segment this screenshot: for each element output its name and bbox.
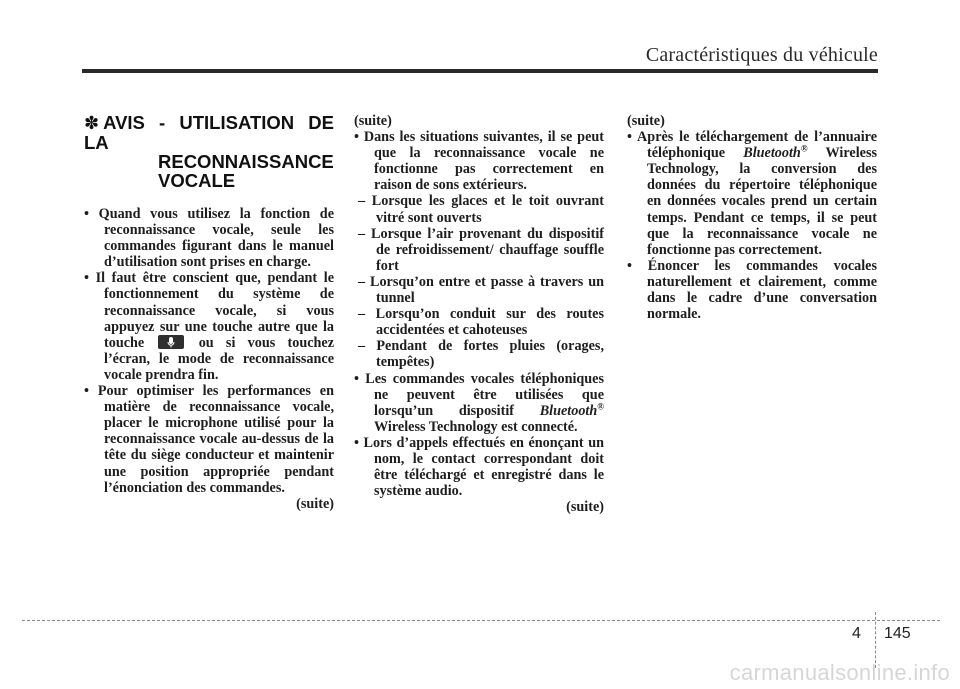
notice-title-line1: AVIS - UTILISATION DE LA	[84, 112, 334, 153]
notice-title	[84, 113, 334, 190]
chapter-number: 4	[852, 625, 861, 642]
col2-bullet-2	[354, 371, 604, 435]
col2-bullet-3: • Lors d’appels effectués en énonçant un nom, le contact correspondant doit être téléchargé et enregistré dans le système audio.	[354, 434, 604, 500]
bluetooth-label: Bluetooth	[743, 145, 801, 162]
col1-bullet-2-part-a: • Il faut être conscient que, pendant le fonctionnement du système de reconnaissance vocale, si vous appuyez sur une touche autre que la touche	[84, 270, 334, 351]
voice-recognition-icon	[158, 335, 184, 349]
chapter-title: Caractéristiques du véhicule	[645, 44, 878, 66]
col2-suite-top: (suite)	[354, 113, 392, 129]
col1-suite: (suite)	[296, 495, 334, 512]
registered-mark: ®	[597, 400, 604, 411]
bluetooth-label: Bluetooth	[539, 402, 598, 419]
col1-bullet-2	[84, 270, 334, 383]
col3-bullet-1-part-b: Wireless Technology, la conversion des données du répertoire téléphonique en données vocales prend un certain temps. Pendant ce temps, il se peut que la reconnaissance vocale ne fonctionne pas correctement.	[647, 145, 877, 258]
column-2	[354, 113, 604, 515]
col2-dash-3: – Lorsqu’on entre et passe à travers un tunnel	[358, 273, 604, 307]
col2-dash-4: – Lorsqu’on conduit sur des routes accidentées et cahoteuses	[358, 306, 604, 339]
col2-dash-5: – Pendant de fortes pluies (orages, tempêtes)	[358, 338, 604, 371]
asterisk-star-icon: ✽	[84, 113, 100, 134]
col3-bullet-1	[627, 129, 877, 258]
col2-bullet-2-part-a: • Les commandes vocales téléphoniques ne peuvent être utilisées que lorsqu’un dispositif	[354, 370, 604, 419]
col2-bullet-2-part-b: Wireless Technology est connecté.	[374, 418, 578, 435]
page-number: 145	[884, 625, 911, 642]
col2-dash-1: – Lorsque les glaces et le toit ouvrant vitré sont ouverts	[358, 193, 604, 226]
column-3	[627, 113, 877, 322]
notice-title-line2: RECONNAISSANCE	[158, 151, 334, 172]
col3-bullet-1-part-a: • Après le téléchargement de l’annuaire téléphonique	[627, 129, 877, 162]
col3-bullet-2: • Énoncer les commandes vocales naturellement et clairement, comme dans le cadre d’une conversation normale.	[627, 257, 877, 323]
col3-suite-top: (suite)	[627, 113, 665, 129]
col1-bullet-1: • Quand vous utilisez la fonction de reconnaissance vocale, seule les commandes figurant dans le manuel d’utilisation sont prises en charge.	[84, 206, 334, 271]
col1-bullet-2-part-b: ou si vous touchez l’écran, le mode de reconnaissance vocale prendra fin.	[104, 334, 334, 383]
footer-dashed-rule	[22, 620, 940, 621]
registered-mark: ®	[800, 143, 808, 154]
column-1	[84, 113, 334, 512]
col2-suite-bottom: (suite)	[566, 499, 604, 516]
col2-bullet-1: • Dans les situations suivantes, il se peut que la reconnaissance vocale ne fonctionne pas correctement en raison de sons extérieurs.	[354, 129, 604, 194]
col2-dash-2: – Lorsque l’air provenant du dispositif de refroidissement/ chauffage souffle fort	[358, 225, 604, 274]
watermark: carmanualsonline.info	[729, 660, 950, 685]
col1-bullet-3: • Pour optimiser les performances en matière de reconnaissance vocale, placer le microphone utilisé pour la reconnaissance vocale au-dessus de la tête du siège conducteur et maintenir une position appropriée pendant l’énonciation des commandes.	[84, 383, 334, 496]
header-rule	[82, 69, 878, 73]
notice-title-line3: VOCALE	[158, 170, 236, 191]
